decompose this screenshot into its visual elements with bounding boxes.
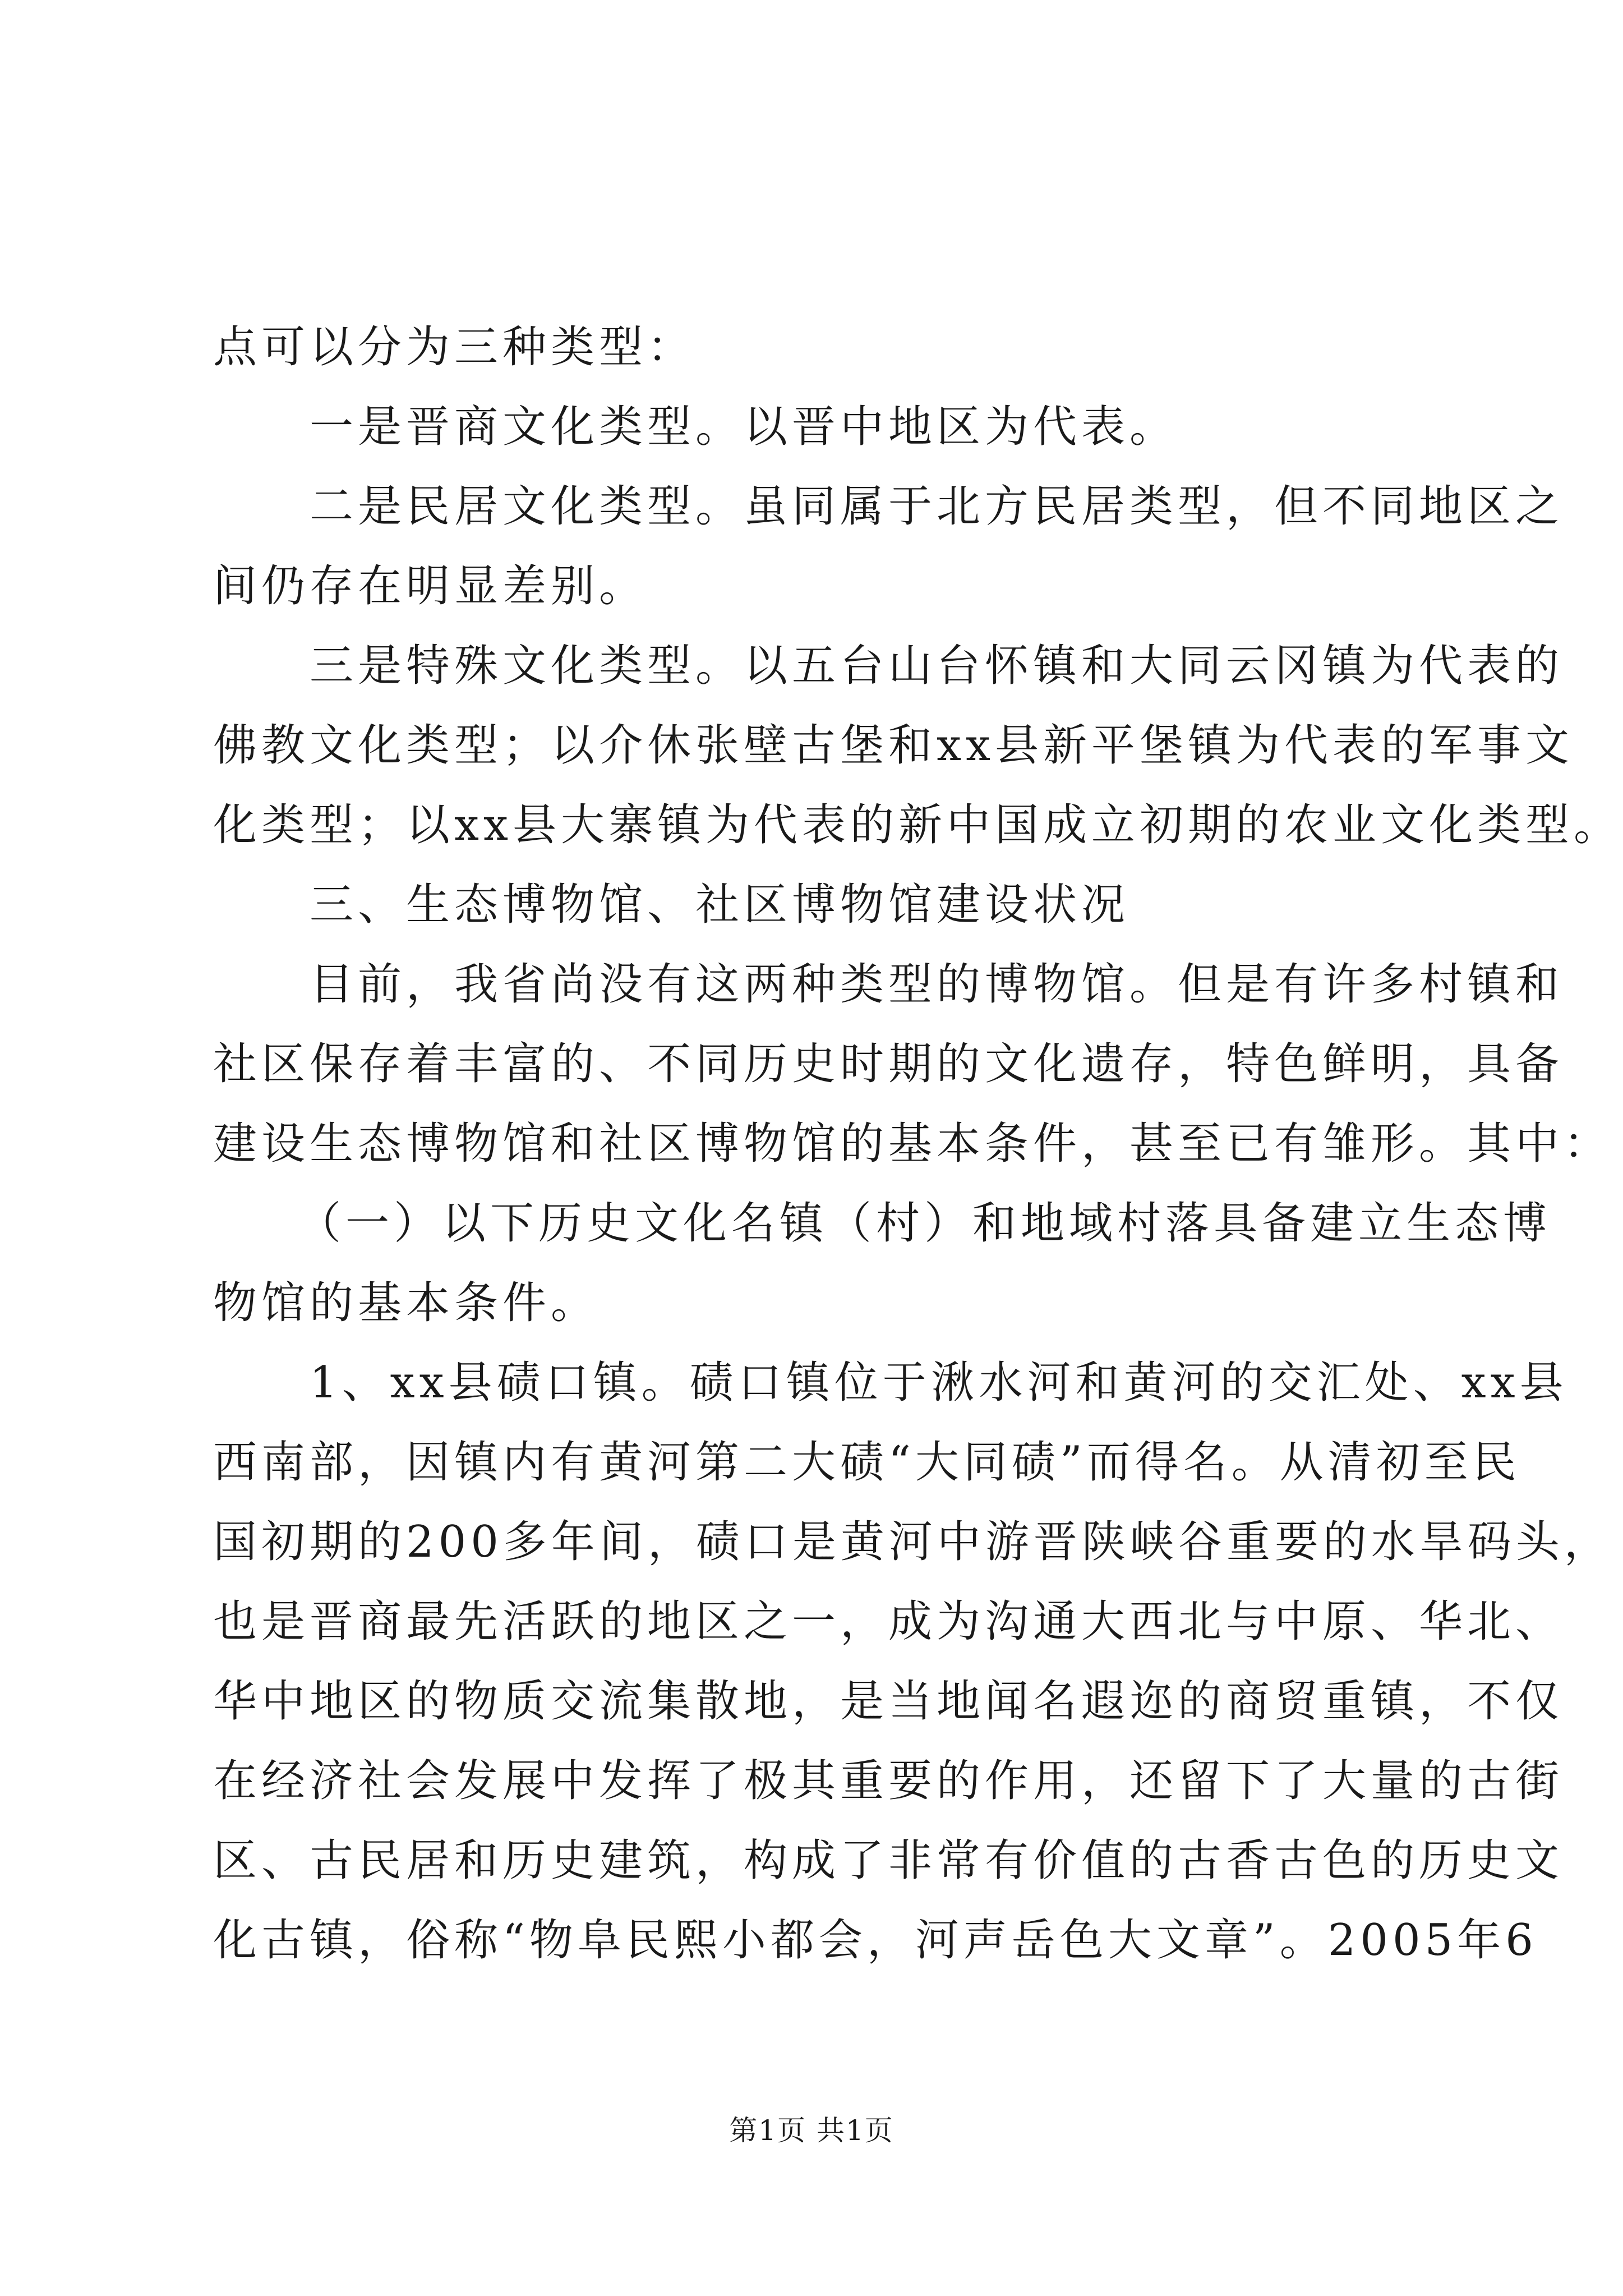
text-line: 间仍存在明显差别。: [213, 561, 648, 611]
text-line: 建设生态博物馆和社区博物馆的基本条件，甚至已有雏形。其中：: [213, 1119, 1612, 1169]
subsection-heading: （一）以下历史文化名镇（村）和地域村落具备建立生态博: [297, 1198, 1552, 1249]
text-line: 一是晋商文化类型。以晋中地区为代表。: [310, 402, 1178, 452]
text-line: 化古镇，俗称“物阜民熙小都会，河声岳色大文章”。2005年6: [213, 1915, 1538, 1966]
text-line: 西南部，因镇内有黄河第二大碛“大同碛”而得名。从清初至民: [213, 1437, 1521, 1488]
text-line: 社区保存着丰富的、不同历史时期的文化遗存，特色鲜明，具备: [213, 1039, 1564, 1089]
text-line: 三是特殊文化类型。以五台山台怀镇和大同云冈镇为代表的: [310, 641, 1564, 691]
text-line: 也是晋商最先活跃的地区之一，成为沟通大西北与中原、华北、: [213, 1596, 1564, 1647]
text-line: 目前，我省尚没有这两种类型的博物馆。但是有许多村镇和: [310, 959, 1564, 1010]
page-footer: 第1页 共1页: [729, 2114, 894, 2147]
text-line: 物馆的基本条件。: [213, 1278, 600, 1328]
text-line: 华中地区的物质交流集散地，是当地闻名遐迩的商贸重镇，不仅: [213, 1676, 1564, 1727]
text-line: 二是民居文化类型。虽同属于北方民居类型，但不同地区之: [310, 481, 1564, 532]
text-line: 在经济社会发展中发挥了极其重要的作用，还留下了大量的古街: [213, 1756, 1564, 1806]
section-heading: 三、生态博物馆、社区博物馆建设状况: [310, 880, 1130, 930]
text-line: 1、xx县碛口镇。碛口镇位于湫水河和黄河的交汇处、xx县: [310, 1358, 1568, 1408]
body-text: [213, 307, 1622, 1980]
text-line: 点可以分为三种类型：: [213, 322, 696, 372]
text-line: 佛教文化类型；以介休张壁古堡和xx县新平堡镇为代表的军事文: [213, 720, 1574, 771]
text-line: 区、古民居和历史建筑，构成了非常有价值的古香古色的历史文: [213, 1835, 1564, 1886]
text-line: 化类型；以xx县大寨镇为代表的新中国成立初期的农业文化类型。: [213, 800, 1622, 850]
text-line: 国初期的200多年间，碛口是黄河中游晋陕峡谷重要的水旱码头，: [213, 1517, 1612, 1567]
